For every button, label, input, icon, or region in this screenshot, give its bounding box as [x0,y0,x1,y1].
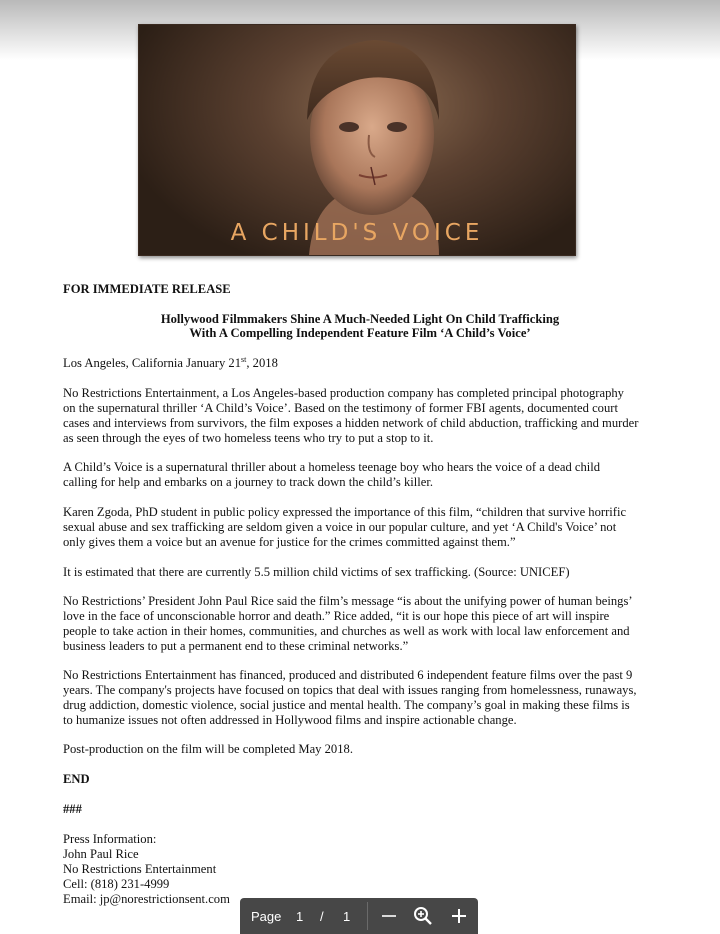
current-page-field[interactable]: 1 [296,909,304,924]
paragraph-line: years. The company's projects have focused on topics that deal with issues ranging from homelessness, runaways, [63,683,637,697]
release-label: FOR IMMEDIATE RELEASE [63,282,231,296]
plus-icon [447,904,471,928]
paragraph-line: on the supernatural thriller ‘A Child’s Voice’. Based on the testimony of former FBI agents, documented court [63,401,618,415]
paragraph-5 [63,594,663,654]
dateline-date: Los Angeles, California January 21 [63,356,242,370]
paragraph-line: No Restrictions Entertainment, a Los Angeles-based production company has completed principal photography [63,386,624,400]
magnifier-plus-icon [411,904,435,928]
paragraph-line: to humanize issues not often addressed in Hollywood films and inspire actionable change. [63,713,517,727]
paragraph-line: calling for help and embarks on a journey to track down the child’s killer. [63,475,434,489]
press-information [63,832,663,907]
paragraph-line: It is estimated that there are currently 5.5 million child victims of sex trafficking. (Source: UNICEF) [63,565,570,579]
press-line: Cell: (818) 231-4999 [63,877,170,891]
paragraph-line: business leaders to put a permanent end to these criminal networks.” [63,639,409,653]
paragraph-6 [63,668,663,728]
poster-image [138,24,576,256]
dateline-year: , 2018 [246,356,278,370]
paragraph-line: people to take action in their homes, communities, and churches as well as work with local law enforcement and [63,624,630,638]
paragraph-line: only gives them a voice but an avenue for justice for the crimes committed against them.” [63,535,516,549]
paragraph-3 [63,505,663,550]
paragraph-line: Post-production on the film will be completed May 2018. [63,742,353,756]
page-separator: / [320,909,324,924]
dateline-ordinal: st [241,354,247,364]
paragraph-4 [63,565,663,580]
page-label: Page [251,909,282,924]
press-line: Press Information: [63,832,157,846]
press-line: John Paul Rice [63,847,139,861]
dateline [63,356,663,371]
paragraph-line: A Child’s Voice is a supernatural thriller about a homeless teenage boy who hears the voice of a dead child [63,460,601,474]
paragraph-1 [63,386,663,446]
paragraph-line: cases and interviews from survivors, the film exposes a hidden network of child abduction, trafficking and murder [63,416,639,430]
paragraph-line: drug addiction, domestic violence, social justice and mental health. The company’s goal in making these films is [63,698,630,712]
zoom-in-button[interactable] [447,904,471,928]
end-marker: END [63,772,90,786]
hash-marker: ### [63,802,82,816]
press-line: Email: jp@norestrictionsent.com [63,892,230,906]
poster-title: A CHILD'S VOICE [230,220,484,246]
fit-zoom-button[interactable] [411,904,435,928]
paragraph-2 [63,460,663,490]
minus-icon [377,904,401,928]
zoom-out-button[interactable] [377,904,401,928]
press-line: No Restrictions Entertainment [63,862,217,876]
pdf-viewer-toolbar [240,898,478,934]
headline-line-1: Hollywood Filmmakers Shine A Much-Needed Light On Child Trafficking [160,312,560,326]
headline-line-2: With A Compelling Independent Feature Film ‘A Child’s Voice’ [189,326,531,340]
paragraph-7 [63,742,663,757]
paragraph-line: sexual abuse and sex trafficking are seldom given a voice in our popular culture, and yet ‘A Child's Voice’ not [63,520,617,534]
paragraph-line: as seen through the eyes of two homeless teens who try to put a stop to it. [63,431,434,445]
paragraph-line: Karen Zgoda, PhD student in public policy expressed the importance of this film, “children that survive horrific [63,505,627,519]
paragraph-line: No Restrictions’ President John Paul Rice said the film’s message “is about the unifying power of human beings’ [63,594,633,608]
paragraph-line: No Restrictions Entertainment has financed, produced and distributed 6 independent feature films over the past 9 [63,668,633,682]
total-pages: 1 [343,909,351,924]
toolbar-divider [367,902,368,930]
paragraph-line: love in the face of unconscionable horror and death.” Rice added, “it is our hope this piece of art will inspire [63,609,610,623]
